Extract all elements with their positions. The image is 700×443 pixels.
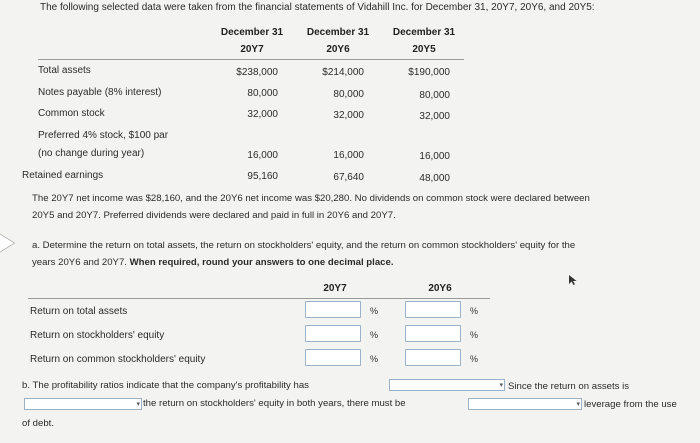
row-common-stock-20y6: 32,000 [333, 110, 364, 121]
row-preferred-label: Preferred 4% stock, $100 par [38, 130, 169, 141]
mouse-cursor-icon [568, 274, 578, 286]
leverage-select[interactable] [468, 398, 582, 410]
row-notes-payable-20y6: 80,000 [333, 89, 364, 100]
row-notes-payable-20y7: 80,000 [247, 88, 278, 99]
note-line-1: The 20Y7 net income was $28,160, and the 20Y6 net income was $20,280. No dividends on common stock were declared between [32, 193, 590, 204]
row-preferred-20y5: 16,000 [419, 151, 450, 162]
chevron-down-icon: ▾ [576, 401, 580, 408]
part-a-normal: years 20Y6 and 20Y7. [32, 257, 130, 268]
col-header-line2: 20Y7 [240, 44, 264, 55]
percent-label: % [370, 306, 379, 316]
header-rule [38, 59, 464, 60]
rota-20y6-input[interactable] [405, 301, 461, 318]
rocse-20y6-input[interactable] [405, 349, 461, 366]
col-header-line2: 20Y6 [326, 44, 350, 55]
row-preferred-label2: (no change during year) [38, 148, 145, 159]
answer-header-rule [28, 298, 490, 299]
row-retained-20y6: 67,640 [333, 172, 364, 183]
roa-comparison-select[interactable] [24, 398, 142, 410]
col-header-20y6 [300, 24, 376, 58]
row-retained-label: Retained earnings [22, 170, 104, 181]
col-header-20y7 [214, 24, 290, 58]
percent-label: % [370, 330, 379, 340]
row-notes-payable-label: Notes payable (8% interest) [38, 87, 162, 98]
col-header-line1: December 31 [220, 27, 284, 38]
row-total-assets-20y5: $190,000 [408, 67, 450, 78]
part-a-line-2 [32, 257, 394, 268]
col-header-line1: December 31 [306, 27, 370, 38]
row-total-assets-20y6: $214,000 [322, 67, 364, 78]
rocse-20y7-input[interactable] [305, 349, 361, 366]
intro-text: The following selected data were taken from the financial statements of Vidahill Inc. for December 31, 20Y7, 20Y6, and 20Y5: [40, 2, 595, 13]
row-total-assets-20y7: $238,000 [236, 67, 278, 78]
percent-label: % [470, 306, 479, 316]
chevron-down-icon: ▾ [499, 382, 503, 389]
row-preferred-20y7: 16,000 [247, 150, 278, 161]
rota-20y7-input[interactable] [305, 301, 361, 318]
answer-row-label: Return on stockholders' equity [30, 330, 165, 341]
row-preferred-20y6: 16,000 [333, 150, 364, 161]
col-header-20y5 [386, 24, 462, 58]
part-b-text-3: the return on stockholders' equity in both years, there must be [143, 398, 406, 409]
part-a-line-1: a. Determine the return on total assets, the return on stockholders' equity, and the return on common stockholders' equity for the [32, 240, 576, 251]
part-b-text-5: of debt. [22, 418, 55, 429]
row-notes-payable-20y5: 80,000 [419, 90, 450, 101]
current-question-arrow-icon [0, 233, 14, 253]
note-line-2: 20Y5 and 20Y7. Preferred dividends were declared and paid in full in 20Y6 and 20Y7. [32, 210, 396, 221]
rose-20y7-input[interactable] [305, 325, 361, 342]
col-header-line1: December 31 [392, 27, 456, 38]
answer-col-20y6: 20Y6 [428, 283, 452, 294]
answer-row-label: Return on common stockholders' equity [30, 354, 206, 365]
chevron-down-icon: ▾ [136, 401, 140, 408]
answer-row-label: Return on total assets [30, 306, 128, 317]
row-common-stock-label: Common stock [38, 108, 105, 119]
part-b-text-1: b. The profitability ratios indicate that the company's profitability has [22, 380, 309, 391]
profitability-select[interactable] [389, 379, 505, 391]
row-total-assets-label: Total assets [38, 65, 91, 76]
row-common-stock-20y7: 32,000 [247, 109, 278, 120]
part-b-text-2: Since the return on assets is [508, 381, 630, 392]
rose-20y6-input[interactable] [405, 325, 461, 342]
row-common-stock-20y5: 32,000 [419, 111, 450, 122]
percent-label: % [370, 354, 379, 364]
part-b-text-4: leverage from the use [584, 399, 677, 410]
part-a-instruction: When required, round your answers to one decimal place. [129, 257, 394, 268]
answer-col-20y7: 20Y7 [323, 283, 347, 294]
percent-label: % [470, 354, 479, 364]
row-retained-20y7: 95,160 [247, 171, 278, 182]
row-retained-20y5: 48,000 [419, 173, 450, 184]
col-header-line2: 20Y5 [412, 44, 436, 55]
percent-label: % [470, 330, 479, 340]
